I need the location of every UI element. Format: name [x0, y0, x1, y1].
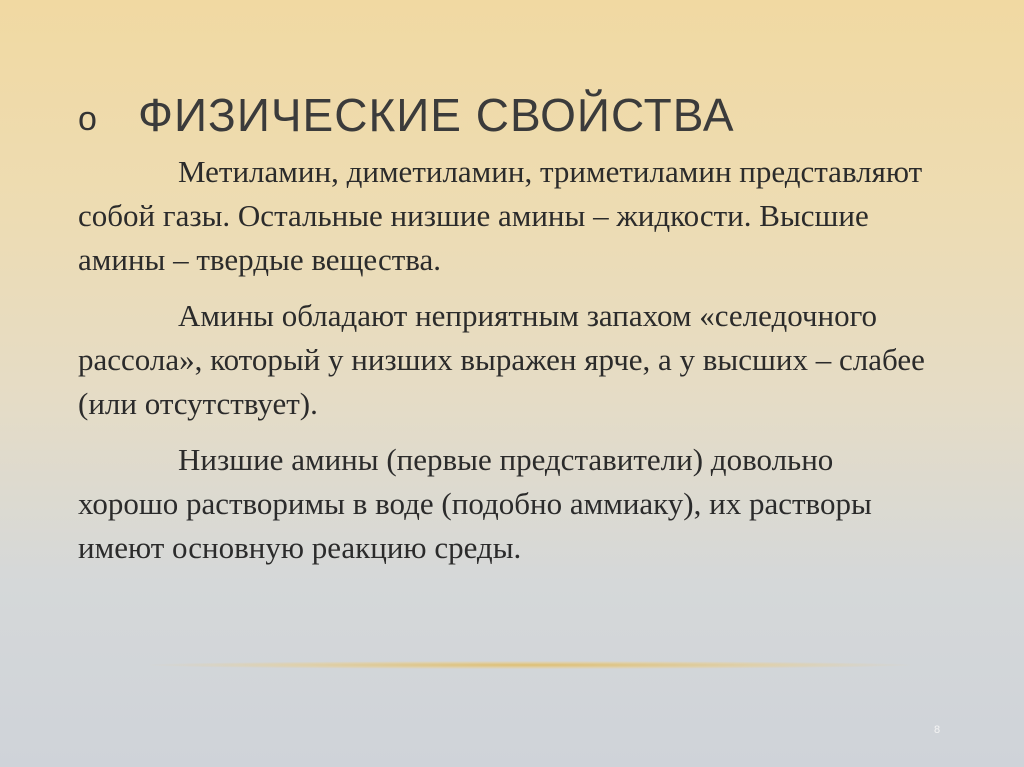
decorative-divider — [150, 661, 910, 669]
slide-body — [78, 150, 938, 582]
bullet-icon: o — [78, 100, 97, 138]
paragraph-2: Амины обладают неприятным запахом «селедочного рассола», который у низших выражен ярче, а у высших – слабее (или отсутствует). — [78, 298, 925, 421]
paragraph-1: Метиламин, диметиламин, триметиламин представляют собой газы. Остальные низшие амины – жидкости. Высшие амины – твердые вещества. — [78, 154, 923, 277]
title-row — [78, 89, 735, 141]
paragraph-3: Низшие амины (первые представители) довольно хорошо растворимы в воде (подобно аммиаку), их растворы имеют основную реакцию среды. — [78, 442, 872, 565]
page-number: 8 — [934, 724, 941, 736]
slide-title: ФИЗИЧЕСКИЕ СВОЙСТВА — [138, 89, 735, 141]
